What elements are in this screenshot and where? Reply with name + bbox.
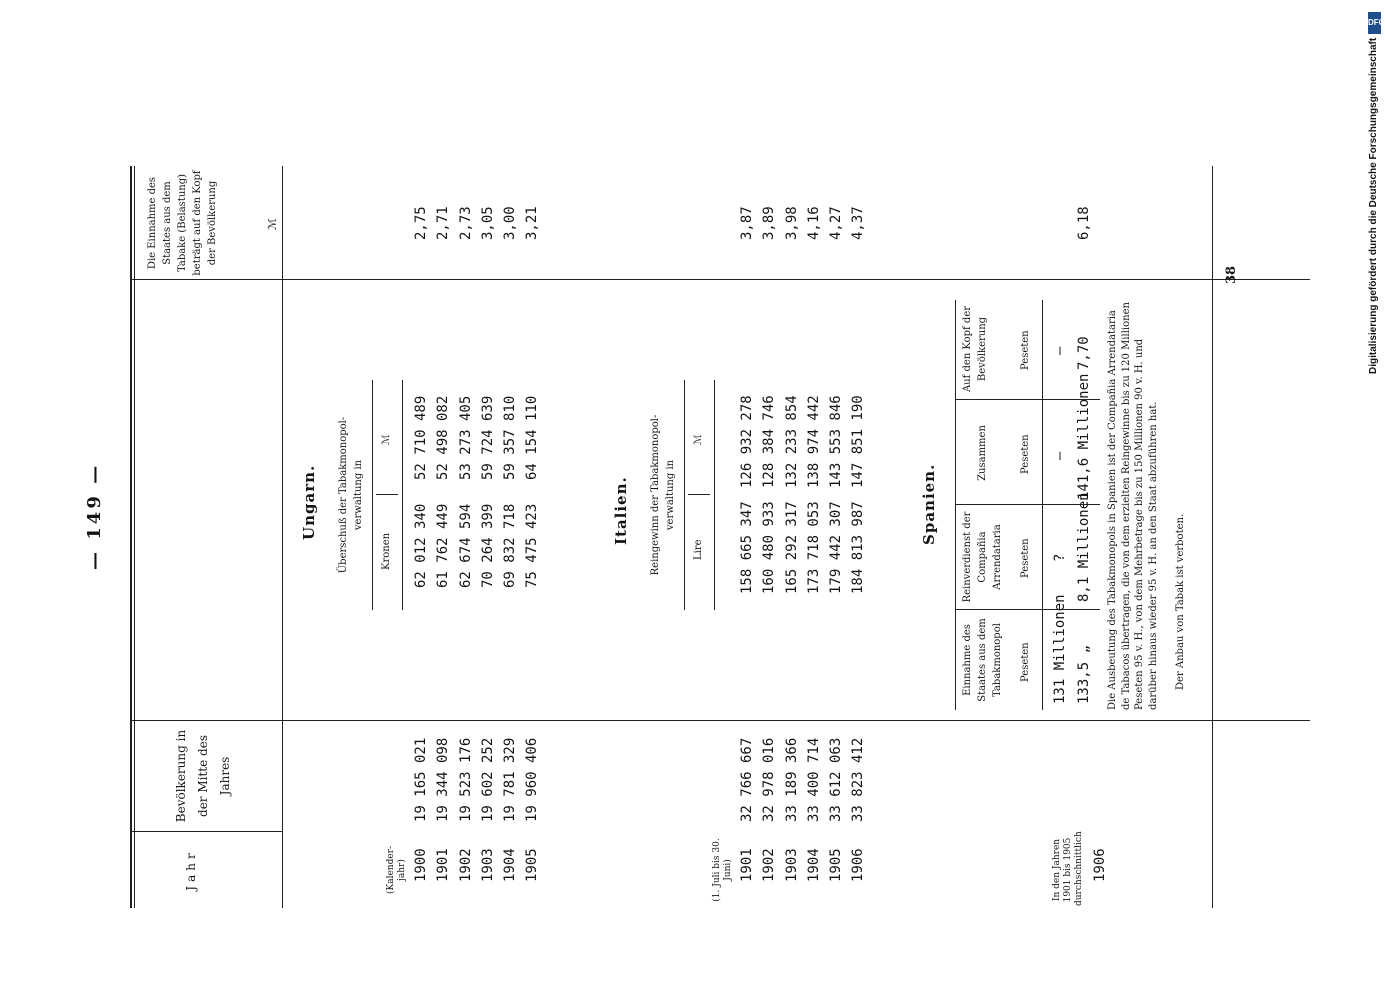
table-cell: 184 813 987 bbox=[850, 501, 867, 594]
table-cell: 19 602 252 bbox=[479, 737, 496, 822]
table-cell: 160 480 933 bbox=[761, 501, 778, 594]
col-divider-jahr bbox=[130, 831, 282, 832]
table-cell: 3,00 bbox=[502, 206, 519, 240]
table-cell: 59 724 639 bbox=[479, 395, 496, 480]
table-cell: 19 781 329 bbox=[502, 737, 519, 822]
spanien-header-rule bbox=[1042, 300, 1043, 710]
table-cell: 1900 bbox=[413, 848, 429, 882]
table-cell: 4,37 bbox=[850, 206, 867, 240]
section-title-ungarn: Ungarn. bbox=[300, 464, 318, 540]
table-cell: 1904 bbox=[502, 848, 519, 882]
table-cell: 1901 bbox=[739, 848, 755, 882]
spanien-col2-header: Reinverdienst der Compañia Arrendataria bbox=[962, 511, 1003, 603]
table-cell: 128 384 746 bbox=[761, 395, 778, 488]
table-cell: 53 273 405 bbox=[457, 395, 474, 480]
header-bevoelkerung: Bevölkerung in der Mitte des Jahres bbox=[174, 729, 232, 823]
ungarn-unit-mark: ℳ bbox=[381, 434, 392, 445]
table-cell: 143 553 846 bbox=[828, 395, 845, 488]
ungarn-kopf bbox=[410, 206, 544, 240]
table-cell: 19 523 176 bbox=[457, 737, 474, 822]
spanien-r2-c3: 141,6 Millionen bbox=[1076, 373, 1092, 500]
italien-unit-divider bbox=[688, 494, 710, 495]
table-cell: 3,98 bbox=[783, 206, 800, 240]
italien-mark bbox=[736, 395, 870, 488]
header-einnahme-unit: ℳ bbox=[266, 218, 279, 230]
table-cell: 33 612 063 bbox=[828, 737, 845, 822]
ungarn-unit-rule bbox=[402, 380, 403, 610]
signature-number: 38 bbox=[1224, 265, 1239, 284]
table-cell: 33 823 412 bbox=[850, 737, 867, 822]
spanien-col4-unit: Peseten bbox=[1020, 330, 1031, 370]
table-cell: 32 978 016 bbox=[761, 737, 778, 822]
table-cell: 3,89 bbox=[761, 206, 778, 240]
table-cell: 61 762 449 bbox=[435, 503, 452, 588]
italien-population bbox=[736, 738, 870, 822]
table-cell: 1905 bbox=[524, 848, 541, 882]
spanien-r1-c3: — bbox=[1052, 451, 1068, 460]
dfg-logo: DFG bbox=[1368, 12, 1381, 34]
section-title-italien: Italien. bbox=[612, 476, 630, 545]
table-cell: 2,71 bbox=[435, 206, 452, 240]
table-cell: 3,21 bbox=[524, 206, 541, 240]
table-cell: 1901 bbox=[435, 848, 452, 882]
watermark-text: Digitalisierung gefördert durch die Deutsche Forschungsgemeinschaft bbox=[1368, 38, 1379, 375]
table-cell: 1903 bbox=[783, 848, 800, 882]
table-cell: 52 710 489 bbox=[413, 395, 429, 480]
ungarn-subheader-rule bbox=[372, 380, 373, 610]
table-cell: 59 357 810 bbox=[502, 395, 519, 480]
table-cell: 1903 bbox=[479, 848, 496, 882]
header-einnahme: Die Einnahme des Staates aus dem Tabake (Belastung) beträgt auf den Kopf der Bevölkerung bbox=[147, 170, 218, 276]
table-cell: 75 475 423 bbox=[524, 503, 541, 588]
table-cell: 4,27 bbox=[828, 206, 845, 240]
col-divider-pop bbox=[130, 720, 1310, 721]
italien-subheader: Reingewinn der Tabakmonopol-verwaltung in bbox=[650, 414, 676, 576]
italien-unit-rule bbox=[714, 380, 715, 610]
table-cell: 1905 bbox=[828, 848, 845, 882]
table-cell: 52 498 082 bbox=[435, 395, 452, 480]
table-cell: 19 344 098 bbox=[435, 737, 452, 822]
spanien-col2-unit: Peseten bbox=[1020, 538, 1031, 578]
italien-years bbox=[736, 848, 870, 882]
table-cell: 132 233 854 bbox=[783, 395, 800, 488]
table-cell: 1904 bbox=[805, 848, 822, 882]
section-title-spanien: Spanien. bbox=[920, 463, 938, 545]
table-cell: 62 012 340 bbox=[413, 503, 429, 588]
italien-subheader-rule bbox=[684, 380, 685, 610]
table-top-rule bbox=[130, 166, 132, 908]
table-cell: 3,05 bbox=[479, 206, 496, 240]
spanien-r2-c2: 8,1 Millionen bbox=[1076, 492, 1092, 602]
table-cell: 1906 bbox=[850, 848, 867, 882]
table-cell: 158 665 347 bbox=[739, 501, 755, 594]
spanien-col-div-1 bbox=[955, 609, 1100, 610]
ungarn-period-label: (Kalender-jahr) bbox=[386, 845, 407, 895]
ungarn-kronen bbox=[410, 504, 544, 588]
table-cell: 32 766 667 bbox=[739, 737, 755, 822]
table-cell: 19 165 021 bbox=[413, 737, 429, 822]
page-number: — 149 — bbox=[84, 462, 105, 570]
spanien-r1-c1: 131 Millionen bbox=[1052, 594, 1068, 704]
ungarn-population bbox=[410, 738, 544, 822]
spanien-table-top bbox=[955, 300, 956, 710]
ungarn-unit-kronen: Kronen bbox=[381, 532, 392, 570]
table-cell: 165 292 317 bbox=[783, 501, 800, 594]
italien-unit-mark: ℳ bbox=[693, 434, 704, 445]
spanien-r1-c4: — bbox=[1052, 346, 1068, 355]
header-jahr: Jahr bbox=[184, 849, 198, 891]
table-cell: 33 189 366 bbox=[783, 737, 800, 822]
table-cell: 179 442 307 bbox=[828, 501, 845, 594]
ungarn-mark bbox=[410, 396, 544, 480]
spanien-r1-c2: ? bbox=[1052, 553, 1068, 562]
spanien-col3-unit: Peseten bbox=[1020, 434, 1031, 474]
table-cell: 126 932 278 bbox=[739, 395, 755, 488]
table-bottom-rule bbox=[1212, 166, 1213, 908]
italien-kopf bbox=[736, 206, 870, 240]
table-top-rule-inner bbox=[134, 166, 135, 908]
spanien-note-anbau: Der Anbau von Tabak ist verboten. bbox=[1175, 513, 1186, 690]
table-cell: 19 960 406 bbox=[524, 737, 541, 822]
table-cell: 3,87 bbox=[739, 206, 755, 240]
italien-unit-lire: Lire bbox=[693, 539, 704, 560]
spanien-col1-unit: Peseten bbox=[1020, 642, 1031, 682]
spanien-col1-header: Einnahme des Staates aus dem Tabakmonopol bbox=[962, 618, 1003, 702]
spanien-col3-header: Zusammen bbox=[977, 425, 988, 481]
header-rule bbox=[282, 166, 283, 908]
table-cell: 4,16 bbox=[805, 206, 822, 240]
spanien-r2-c1: 133,5 „ bbox=[1076, 644, 1092, 704]
col-divider-einnahme bbox=[130, 279, 1310, 280]
ungarn-subheader: Überschuß der Tabakmonopol-verwaltung in bbox=[338, 416, 364, 574]
spanien-note: Die Ausbeutung des Tabakmonopols in Spanien ist der Compañia Arrendataria de Tabacos übertragen, die von dem erzielten Reingewinne bis zu 120 Millionen Peseten 95 v. H., von dem Mehrbetrage bis zu 150 Millionen 90 v. H. und darüber hinaus wieder 95 v. H. an den Staat abzuführen hat. bbox=[1107, 302, 1159, 710]
table-cell: 1902 bbox=[761, 848, 778, 882]
table-cell: 1902 bbox=[457, 848, 474, 882]
italien-lire bbox=[736, 501, 870, 594]
spanien-r2-c4: 7,70 bbox=[1076, 336, 1092, 370]
table-cell: 64 154 110 bbox=[524, 395, 541, 480]
table-cell: 147 851 190 bbox=[850, 395, 867, 488]
table-cell: 2,75 bbox=[413, 206, 429, 240]
table-cell: 62 674 594 bbox=[457, 503, 474, 588]
table-cell: 138 974 442 bbox=[805, 395, 822, 488]
spanien-period-label: In den Jahren 1901 bis 1905 durchschnittlich bbox=[1052, 831, 1084, 906]
spanien-year-1906: 1906 bbox=[1092, 848, 1108, 882]
spanien-col4-header: Auf den Kopf der Bevölkerung bbox=[962, 305, 988, 393]
table-cell: 69 832 718 bbox=[502, 503, 519, 588]
italien-period-label: (1. Juli bis 30. Juni) bbox=[712, 838, 733, 902]
table-cell: 70 264 399 bbox=[479, 503, 496, 588]
ungarn-years bbox=[410, 848, 544, 882]
table-cell: 173 718 053 bbox=[805, 501, 822, 594]
table-cell: 33 400 714 bbox=[805, 737, 822, 822]
ungarn-unit-divider bbox=[376, 494, 398, 495]
spanien-kopf: 6,18 bbox=[1076, 206, 1092, 240]
table-cell: 2,73 bbox=[457, 206, 474, 240]
